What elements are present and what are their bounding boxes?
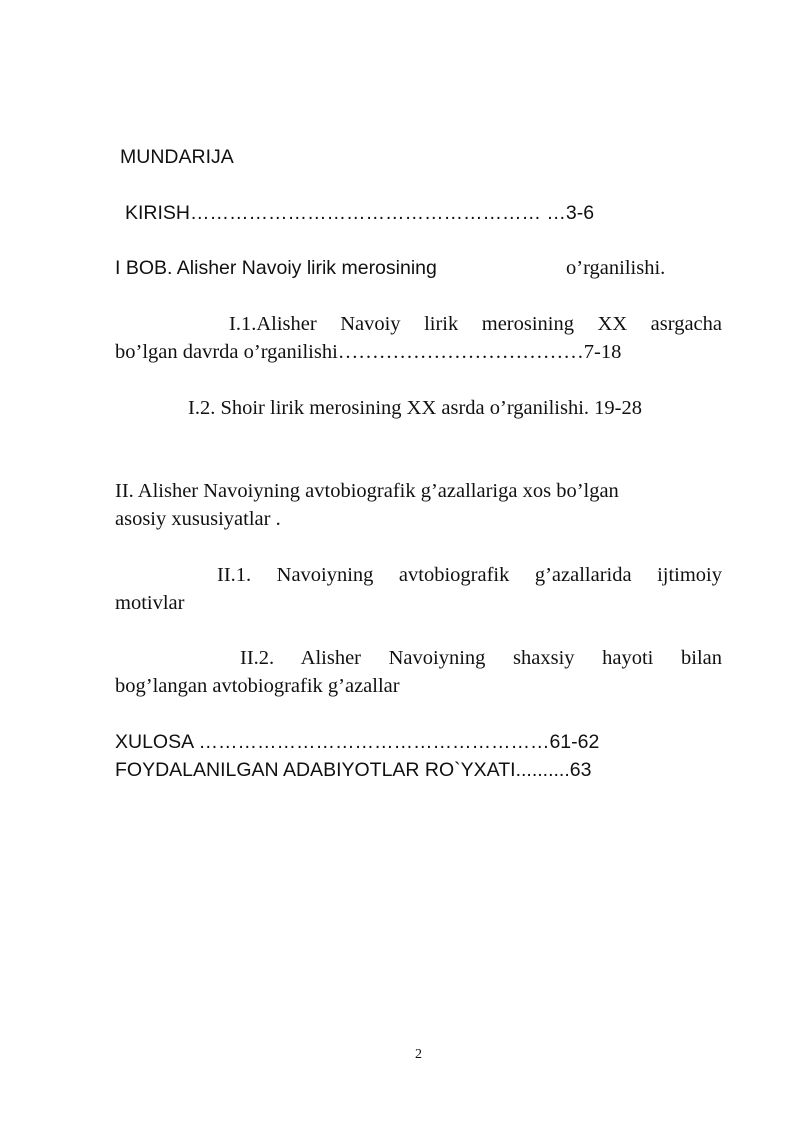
toc-chapter-1-title-end: o’rganilishi. — [566, 257, 666, 279]
toc-section-1-2: I.2. Shoir lirik merosining XX asrda o’rganilishi. 19-28 — [188, 397, 642, 419]
toc-entry-xulosa: XULOSA ………………………………………………61-62 — [115, 731, 600, 753]
toc-section-2-1-line1: II.1. Navoiyning avtobiografik g’azallarida ijtimoiy — [217, 564, 722, 586]
toc-section-1-1-line1: I.1.Alisher Navoiy lirik merosining XX asrgacha — [229, 313, 722, 335]
page-number: 2 — [415, 1047, 422, 1062]
toc-entry-adabiyotlar: FOYDALANILGAN ADABIYOTLAR RO`YXATI..........63 — [115, 759, 592, 781]
toc-section-1-1-line2: bo’lgan davrda o’rganilishi………………………………7-18 — [115, 341, 622, 363]
toc-section-2-1-line2: motivlar — [115, 592, 185, 614]
toc-section-2-2-line1: II.2. Alisher Navoiyning shaxsiy hayoti bilan — [240, 647, 722, 669]
toc-chapter-2-title-line1: II. Alisher Navoiyning avtobiografik g’azallariga xos bo’lgan — [115, 480, 619, 502]
toc-chapter-2-title-line2: asosiy xususiyatlar . — [115, 508, 281, 530]
toc-entry-kirish: KIRISH……………………………………………… …3-6 — [125, 202, 595, 224]
toc-heading: MUNDARIJA — [120, 146, 234, 168]
toc-chapter-1-title: I BOB. Alisher Navoiy lirik merosining — [115, 257, 437, 279]
toc-section-2-2-line2: bog’langan avtobiografik g’azallar — [115, 675, 400, 697]
